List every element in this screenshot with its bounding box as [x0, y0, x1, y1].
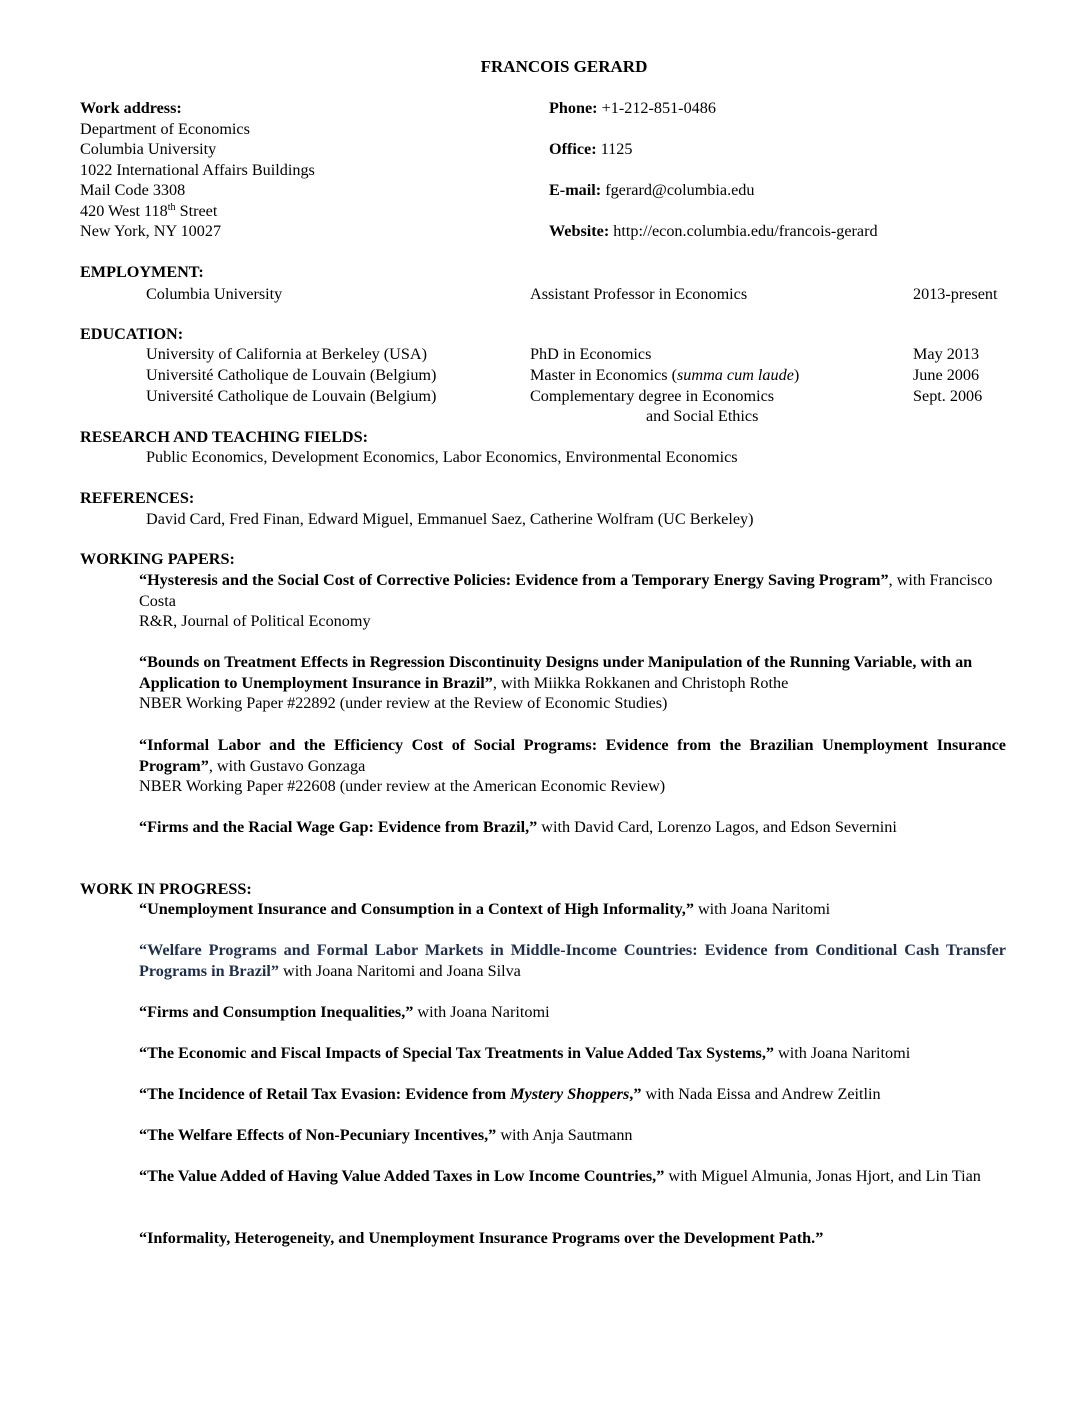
education-heading: EDUCATION:: [80, 325, 184, 343]
working-paper-entry: [139, 735, 1006, 797]
education-date: June 2006: [913, 366, 980, 384]
working-paper-entry: [139, 652, 1006, 714]
employment-dates: 2013-present: [913, 285, 998, 303]
paper-title: “Hysteresis and the Social Cost of Corrective Policies: Evidence from a Temporary Energy Saving Program”: [139, 571, 889, 589]
wip-entry: “The Welfare Effects of Non-Pecuniary Incentives,” with Anja Sautmann: [139, 1126, 633, 1144]
address-street: 420 West 118th Street: [80, 202, 218, 220]
office: Office: 1125: [549, 140, 633, 158]
paper-title: “Welfare Programs and Formal Labor Markets in Middle-Income Countries: Evidence from Conditional Cash Transfer Programs in Brazil”: [139, 941, 1006, 980]
paper-status: NBER Working Paper #22608 (under review at the American Economic Review): [139, 777, 666, 795]
education-degree: Master in Economics (summa cum laude): [530, 366, 800, 384]
paper-title: “The Welfare Effects of Non-Pecuniary Incentives,”: [139, 1126, 497, 1144]
references-heading: REFERENCES:: [80, 489, 195, 507]
email: E-mail: fgerard@columbia.edu: [549, 181, 755, 199]
education-school: Université Catholique de Louvain (Belgium): [146, 366, 437, 384]
paper-title: “Firms and the Racial Wage Gap: Evidence from Brazil,”: [139, 818, 538, 836]
phone: Phone: +1-212-851-0486: [549, 99, 716, 117]
paper-citation: “Hysteresis and the Social Cost of Corrective Policies: Evidence from a Temporary Energy Saving Program”, with Francisco Costa: [139, 571, 993, 610]
education-degree-cont: and Social Ethics: [646, 407, 759, 425]
paper-title: “Firms and Consumption Inequalities,”: [139, 1003, 414, 1021]
employment-institution: Columbia University: [146, 285, 283, 303]
employment-position: Assistant Professor in Economics: [530, 285, 748, 303]
wip-entry: “Welfare Programs and Formal Labor Markets in Middle-Income Countries: Evidence from Conditional Cash Transfer Programs in Brazil” with Joana Naritomi and Joana Silva: [139, 941, 1006, 980]
working-paper-entry: [139, 817, 1029, 838]
address-line: Mail Code 3308: [80, 181, 186, 199]
education-degree: PhD in Economics: [530, 345, 652, 363]
wip-entry: “The Incidence of Retail Tax Evasion: Evidence from Mystery Shoppers,” with Nada Eissa and Andrew Zeitlin: [139, 1085, 881, 1103]
wip-entry: “Firms and Consumption Inequalities,” with Joana Naritomi: [139, 1003, 550, 1021]
paper-citation: “Firms and the Racial Wage Gap: Evidence from Brazil,” with David Card, Lorenzo Lagos, and Edson Severnini: [139, 818, 897, 836]
education-school: University of California at Berkeley (USA): [146, 345, 427, 363]
paper-title: “The Value Added of Having Value Added Taxes in Low Income Countries,”: [139, 1167, 665, 1185]
working-papers-heading: WORKING PAPERS:: [80, 550, 235, 568]
paper-title: “Informality, Heterogeneity, and Unemployment Insurance Programs over the Development Path.”: [139, 1229, 824, 1247]
fields-heading: RESEARCH AND TEACHING FIELDS:: [80, 428, 368, 446]
address-line: Department of Economics: [80, 120, 250, 138]
paper-title: “The Incidence of Retail Tax Evasion: Evidence from Mystery Shoppers,”: [139, 1085, 642, 1103]
wip-entry: [139, 1228, 1029, 1249]
paper-status: R&R, Journal of Political Economy: [139, 612, 371, 630]
wip-entry: “The Economic and Fiscal Impacts of Special Tax Treatments in Value Added Tax Systems,” with Joana Naritomi: [139, 1044, 911, 1062]
wip-entry: “Unemployment Insurance and Consumption in a Context of High Informality,” with Joana Naritomi: [139, 900, 831, 918]
work-address-label: Work address:: [80, 99, 182, 117]
employment-heading: EMPLOYMENT:: [80, 263, 204, 281]
paper-title: “The Economic and Fiscal Impacts of Special Tax Treatments in Value Added Tax Systems,”: [139, 1044, 774, 1062]
education-degree: Complementary degree in Economics: [530, 387, 775, 405]
education-date: Sept. 2006: [913, 387, 983, 405]
paper-title: “Informal Labor and the Efficiency Cost of Social Programs: Evidence from the Brazilian Unemployment Insurance Program”: [139, 736, 1006, 775]
paper-status: NBER Working Paper #22892 (under review at the Review of Economic Studies): [139, 694, 668, 712]
wip-entry: “The Value Added of Having Value Added Taxes in Low Income Countries,” with Miguel Almunia, Jonas Hjort, and Lin Tian: [139, 1167, 981, 1185]
paper-citation: “Informal Labor and the Efficiency Cost of Social Programs: Evidence from the Brazilian Unemployment Insurance Program”, with Gustavo Gonzaga: [139, 736, 1006, 775]
work-in-progress-heading: WORK IN PROGRESS:: [80, 880, 252, 898]
address-city: New York, NY 10027: [80, 222, 222, 240]
references-text: David Card, Fred Finan, Edward Miguel, Emmanuel Saez, Catherine Wolfram (UC Berkeley): [146, 510, 754, 528]
education-date: May 2013: [913, 345, 980, 363]
paper-citation: “Bounds on Treatment Effects in Regression Discontinuity Designs under Manipulation of the Running Variable, with an Application to Unemployment Insurance in Brazil”, with Miikka Rokkanen and Christoph Rothe: [139, 653, 973, 692]
address-line: Columbia University: [80, 140, 217, 158]
address-line: 1022 International Affairs Buildings: [80, 161, 315, 179]
website: Website: http://econ.columbia.edu/francois-gerard: [549, 222, 878, 240]
cv-name: FRANCOIS GERARD: [480, 57, 648, 76]
website-link[interactable]: http://econ.columbia.edu/francois-gerard: [609, 222, 878, 240]
education-school: Université Catholique de Louvain (Belgium): [146, 387, 437, 405]
email-link[interactable]: fgerard@columbia.edu: [601, 181, 755, 199]
paper-title: “Unemployment Insurance and Consumption in a Context of High Informality,”: [139, 900, 694, 918]
working-paper-entry: [139, 570, 1006, 632]
paper-title: “Bounds on Treatment Effects in Regression Discontinuity Designs under Manipulation of the Running Variable, with an Application to Unemployment Insurance in Brazil”: [139, 653, 973, 692]
fields-text: Public Economics, Development Economics, Labor Economics, Environmental Economics: [146, 448, 738, 466]
